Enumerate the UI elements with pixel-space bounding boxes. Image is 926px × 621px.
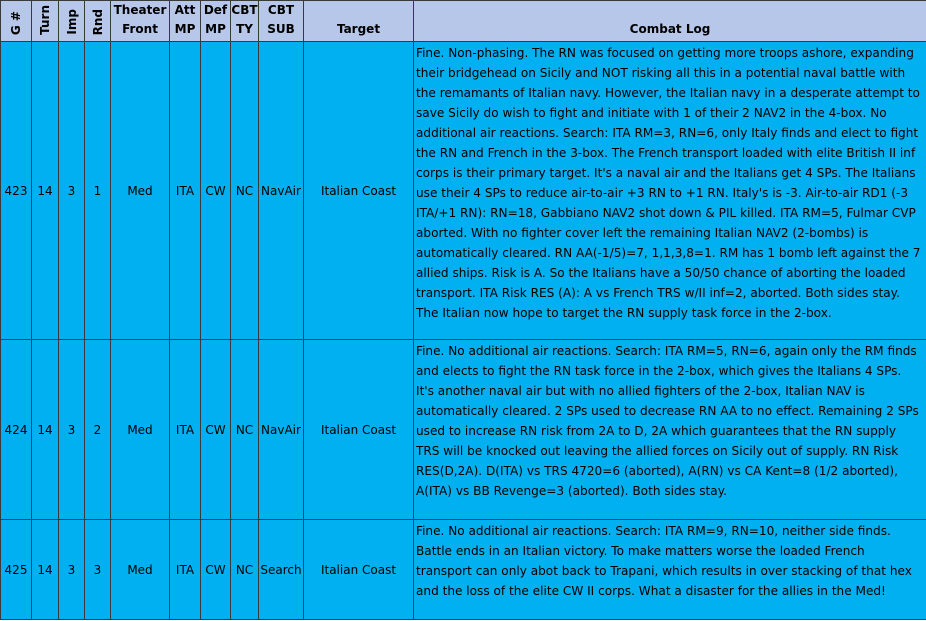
header-rnd[interactable]: Rnd	[85, 1, 111, 42]
header-att-mp[interactable]: Att MP	[170, 1, 201, 42]
cell-imp[interactable]: 3	[59, 520, 85, 620]
cell-turn[interactable]: 14	[32, 520, 59, 620]
cell-cbt-sub[interactable]: Search	[259, 520, 304, 620]
cell-theater[interactable]: Med	[111, 520, 170, 620]
cell-cbt-ty[interactable]: NC	[231, 42, 259, 340]
cell-theater[interactable]: Med	[111, 340, 170, 520]
cell-theater[interactable]: Med	[111, 42, 170, 340]
header-def-mp[interactable]: Def MP	[201, 1, 231, 42]
cell-rnd[interactable]: 1	[85, 42, 111, 340]
cell-imp[interactable]: 3	[59, 42, 85, 340]
cell-target[interactable]: Italian Coast	[304, 520, 414, 620]
cell-game[interactable]: 424	[1, 340, 32, 520]
cell-def-mp[interactable]: CW	[201, 340, 231, 520]
cell-combat-log[interactable]: Fine. No additional air reactions. Search: ITA RM=9, RN=10, neither side finds. Battle ends in an Italian victory. To make matters worse the loaded French transport can only abot back to Trapani, which results in over stacking of that hex and the loss of the elite CW II corps. What a disaster for the allies in the Med!	[414, 520, 926, 620]
header-theater[interactable]: Theater Front	[111, 1, 170, 42]
cell-combat-log[interactable]: Fine. No additional air reactions. Search: ITA RM=5, RN=6, again only the RM finds and elects to fight the RN task force in the 2-box, which gives the Italians 4 SPs. It's another naval air but with no allied fighters of the 2-box, Italian NAV is automatically cleared. 2 SPs used to decrease RN AA to no effect. Remaining 2 SPs used to increase RN risk from 2A to D, 2A which guarantees that the RN supply TRS will be knocked out leaving the allied forces on Sicily out of supply. RN Risk RES(D,2A). D(ITA) vs TRS 4720=6 (aborted), A(RN) vs CA Kent=8 (1/2 aborted), A(ITA) vs BB Revenge=3 (aborted). Both sides stay.	[414, 340, 926, 520]
cell-turn[interactable]: 14	[32, 340, 59, 520]
cell-att-mp[interactable]: ITA	[170, 340, 201, 520]
header-combat-log[interactable]: Combat Log	[414, 1, 926, 42]
cell-att-mp[interactable]: ITA	[170, 42, 201, 340]
table-row[interactable]	[1, 520, 926, 620]
cell-rnd[interactable]: 3	[85, 520, 111, 620]
cell-cbt-ty[interactable]: NC	[231, 520, 259, 620]
cell-cbt-sub[interactable]: NavAir	[259, 42, 304, 340]
header-imp[interactable]: Imp	[59, 1, 85, 42]
header-row	[1, 1, 926, 42]
cell-att-mp[interactable]: ITA	[170, 520, 201, 620]
cell-def-mp[interactable]: CW	[201, 520, 231, 620]
cell-rnd[interactable]: 2	[85, 340, 111, 520]
cell-def-mp[interactable]: CW	[201, 42, 231, 340]
cell-cbt-sub[interactable]: NavAir	[259, 340, 304, 520]
cell-imp[interactable]: 3	[59, 340, 85, 520]
header-cbt-ty[interactable]: CBT TY	[231, 1, 259, 42]
header-cbt-sub[interactable]: CBT SUB	[259, 1, 304, 42]
header-game[interactable]: G #	[1, 1, 32, 42]
cell-game[interactable]: 425	[1, 520, 32, 620]
header-target[interactable]: Target	[304, 1, 414, 42]
cell-target[interactable]: Italian Coast	[304, 42, 414, 340]
table-row[interactable]	[1, 340, 926, 520]
cell-turn[interactable]: 14	[32, 42, 59, 340]
cell-target[interactable]: Italian Coast	[304, 340, 414, 520]
cell-game[interactable]: 423	[1, 42, 32, 340]
header-turn[interactable]: Turn	[32, 1, 59, 42]
table-row[interactable]	[1, 42, 926, 340]
cell-cbt-ty[interactable]: NC	[231, 340, 259, 520]
cell-combat-log[interactable]: Fine. Non-phasing. The RN was focused on getting more troops ashore, expanding their bridgehead on Sicily and NOT risking all this in a potential naval battle with the remamants of Italian navy. However, the Italian navy in a desperate attempt to save Sicily do wish to fight and initiate with 1 of their 2 NAV2 in the 4-box. No additional air reactions. Search: ITA RM=3, RN=6, only Italy finds and elect to fight the RN and French in the 3-box. The French transport loaded with elite British II inf corps is their primary target. It's a naval air and the Italians get 4 SPs. The Italians use their 4 SPs to reduce air-to-air +3 RN to +1 RN. Italy's is -3. Air-to-air RD1 (-3 ITA/+1 RN): RN=18, Gabbiano NAV2 shot down & PIL killed. ITA RM=5, Fulmar CVP aborted. With no fighter cover left the remaining Italian NAV2 (2-bombs) is automatically cleared. RN AA(-1/5)=7, 1,1,3,8=1. RM has 1 bomb left against the 7 allied ships. Risk is A. So the Italians have a 50/50 chance of aborting the loaded transport. ITA Risk RES (A): A vs French TRS w/II inf=2, aborted. Both sides stay. The Italian now hope to target the RN supply task force in the 2-box.	[414, 42, 926, 340]
